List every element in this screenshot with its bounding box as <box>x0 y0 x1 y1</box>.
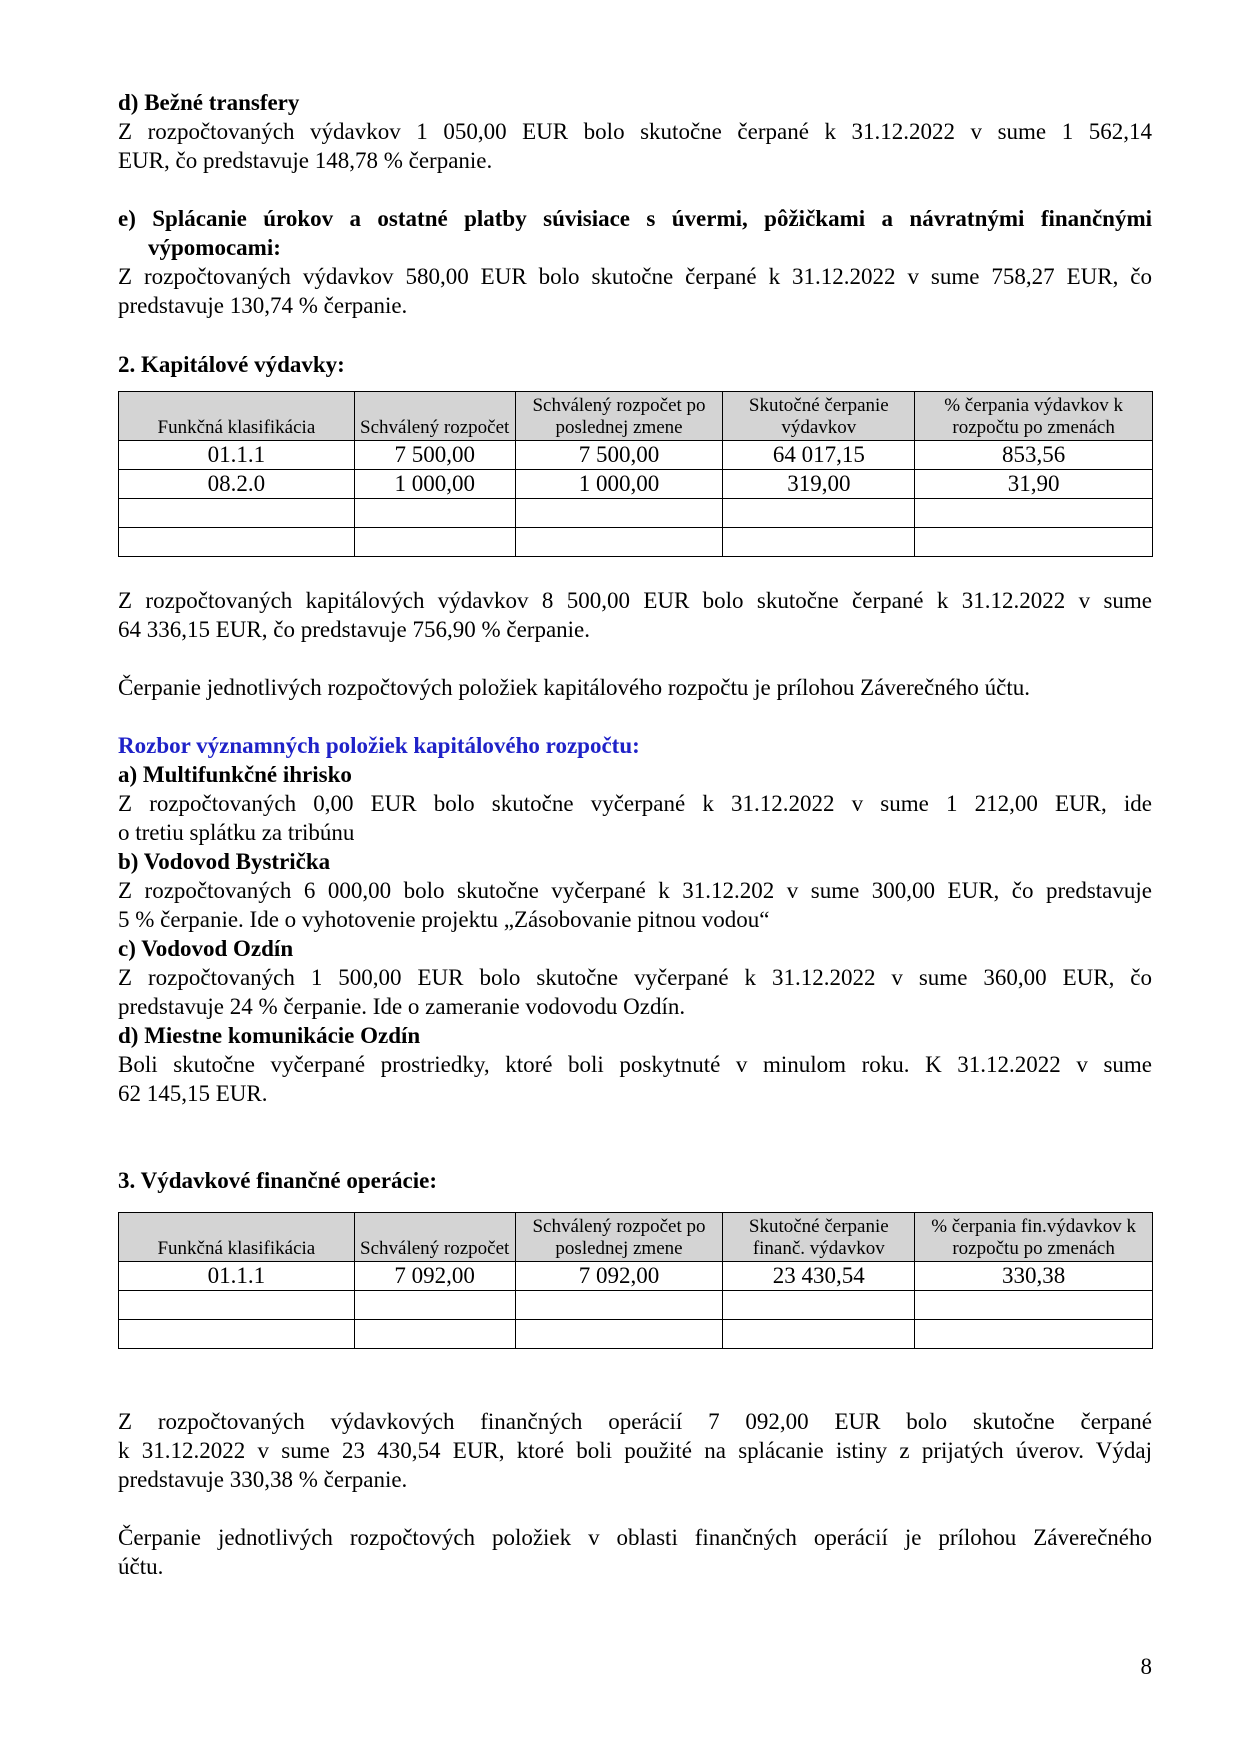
column-header: Schválený rozpočet <box>354 392 515 441</box>
paragraph-line: Z rozpočtovaných kapitálových výdavkov 8 500,00 EUR bolo skutočne čerpané k 31.12.2022 v sume <box>118 588 1152 613</box>
analysis-heading: Rozbor významných položiek kapitálového rozpočtu: <box>118 733 640 758</box>
document-page <box>118 88 1152 1581</box>
column-header: % čerpania výdavkov k rozpočtu po zmenách <box>915 392 1153 441</box>
table-cell <box>723 528 915 557</box>
table-cell: 1 000,00 <box>515 470 723 499</box>
table-row <box>119 470 1153 499</box>
table-cell: 319,00 <box>723 470 915 499</box>
paragraph-line: Z rozpočtovaných 1 500,00 EUR bolo skutočne vyčerpané k 31.12.2022 v sume 360,00 EUR, čo <box>118 965 1152 990</box>
table-cell: 330,38 <box>915 1262 1153 1291</box>
paragraph-line: Z rozpočtovaných výdavkov 580,00 EUR bolo skutočne čerpané k 31.12.2022 v sume 758,27 EUR, čo <box>118 264 1152 289</box>
table-cell <box>915 1291 1153 1320</box>
table-cell <box>119 499 355 528</box>
table-cell: 7 092,00 <box>515 1262 723 1291</box>
item-title: c) Vodovod Ozdín <box>118 936 294 961</box>
table-cell: 7 500,00 <box>354 441 515 470</box>
paragraph-line: Boli skutočne vyčerpané prostriedky, ktoré boli poskytnuté v minulom roku. K 31.12.2022 v sume <box>118 1052 1152 1077</box>
table-cell <box>915 1320 1153 1349</box>
column-header: Schválený rozpočet po poslednej zmene <box>515 1213 723 1262</box>
column-header: Schválený rozpočet po poslednej zmene <box>515 392 723 441</box>
table-row <box>119 441 1153 470</box>
table-cell: 01.1.1 <box>119 1262 355 1291</box>
paragraph-line: 62 145,15 EUR. <box>118 1081 268 1106</box>
table-cell <box>119 1320 355 1349</box>
table-cell: 7 500,00 <box>515 441 723 470</box>
table-cell <box>119 528 355 557</box>
table-row <box>119 528 1153 557</box>
table-cell <box>354 528 515 557</box>
paragraph-line: EUR, čo predstavuje 148,78 % čerpanie. <box>118 148 493 173</box>
capital-expenditure-table <box>118 391 1153 557</box>
paragraph-line: Z rozpočtovaných výdavkových finančných operácií 7 092,00 EUR bolo skutočne čerpané <box>118 1409 1152 1434</box>
table-cell <box>354 499 515 528</box>
paragraph-line: k 31.12.2022 v sume 23 430,54 EUR, ktoré boli použité na splácanie istiny z prijatých úverov. Výdaj <box>118 1438 1152 1463</box>
paragraph-line: predstavuje 130,74 % čerpanie. <box>118 293 408 318</box>
table-row <box>119 499 1153 528</box>
table-cell: 23 430,54 <box>723 1262 915 1291</box>
table-header-row <box>119 392 1153 441</box>
paragraph-line: Z rozpočtovaných výdavkov 1 050,00 EUR bolo skutočne čerpané k 31.12.2022 v sume 1 562,14 <box>118 119 1152 144</box>
table-row <box>119 1262 1153 1291</box>
table-cell <box>515 528 723 557</box>
table-cell: 01.1.1 <box>119 441 355 470</box>
table-cell: 64 017,15 <box>723 441 915 470</box>
paragraph-line: Z rozpočtovaných 0,00 EUR bolo skutočne vyčerpané k 31.12.2022 v sume 1 212,00 EUR, ide <box>118 791 1152 816</box>
table-cell <box>515 1291 723 1320</box>
paragraph-line: predstavuje 330,38 % čerpanie. <box>118 1467 408 1492</box>
table-cell <box>119 1291 355 1320</box>
paragraph-line: Čerpanie jednotlivých rozpočtových položiek v oblasti finančných operácií je prílohou Záverečného <box>118 1525 1152 1550</box>
table-cell <box>723 1291 915 1320</box>
column-header: Funkčná klasifikácia <box>119 392 355 441</box>
table-cell <box>354 1320 515 1349</box>
paragraph-line: 64 336,15 EUR, čo predstavuje 756,90 % čerpanie. <box>118 617 591 642</box>
column-header: Skutočné čerpanie výdavkov <box>723 392 915 441</box>
paragraph-line: Z rozpočtovaných 6 000,00 bolo skutočne vyčerpané k 31.12.202 v sume 300,00 EUR, čo predstavuje <box>118 878 1152 903</box>
financial-operations-table <box>118 1212 1153 1349</box>
table-cell <box>723 1320 915 1349</box>
table-cell <box>915 528 1153 557</box>
table-cell <box>354 1291 515 1320</box>
item-title: b) Vodovod Bystrička <box>118 849 331 874</box>
table-row <box>119 1320 1153 1349</box>
section-heading-kapitalove-vydavky: 2. Kapitálové výdavky: <box>118 352 345 377</box>
paragraph-line: účtu. <box>118 1554 164 1579</box>
item-title: a) Multifunkčné ihrisko <box>118 762 352 787</box>
table-cell: 08.2.0 <box>119 470 355 499</box>
table-cell <box>515 1320 723 1349</box>
section-heading-bezne-transfery: d) Bežné transfery <box>118 90 300 115</box>
section-heading-splacanie-urokov: e) Splácanie úrokov a ostatné platby súvisiace s úvermi, pôžičkami a návratnými finančnými výpomocami: <box>118 206 1152 260</box>
table-row <box>119 1291 1153 1320</box>
attachment-note: Čerpanie jednotlivých rozpočtových položiek kapitálového rozpočtu je prílohou Záverečného účtu. <box>118 675 1031 700</box>
table-cell: 853,56 <box>915 441 1153 470</box>
column-header: % čerpania fin.výdavkov k rozpočtu po zmenách <box>915 1213 1153 1262</box>
paragraph-line: 5 % čerpanie. Ide o vyhotovenie projektu „Zásobovanie pitnou vodou“ <box>118 907 770 932</box>
column-header: Schválený rozpočet <box>354 1213 515 1262</box>
page-number: 8 <box>1140 1654 1152 1679</box>
column-header: Funkčná klasifikácia <box>119 1213 355 1262</box>
paragraph-line: predstavuje 24 % čerpanie. Ide o zameranie vodovodu Ozdín. <box>118 994 686 1019</box>
item-title: d) Miestne komunikácie Ozdín <box>118 1023 421 1048</box>
table-cell: 31,90 <box>915 470 1153 499</box>
table-header-row <box>119 1213 1153 1262</box>
table-cell <box>915 499 1153 528</box>
table-cell: 1 000,00 <box>354 470 515 499</box>
table-cell <box>723 499 915 528</box>
section-heading-financne-operacie: 3. Výdavkové finančné operácie: <box>118 1168 438 1193</box>
table-cell <box>515 499 723 528</box>
paragraph-line: o tretiu splátku za tribúnu <box>118 820 355 845</box>
column-header: Skutočné čerpanie finanč. výdavkov <box>723 1213 915 1262</box>
table-cell: 7 092,00 <box>354 1262 515 1291</box>
